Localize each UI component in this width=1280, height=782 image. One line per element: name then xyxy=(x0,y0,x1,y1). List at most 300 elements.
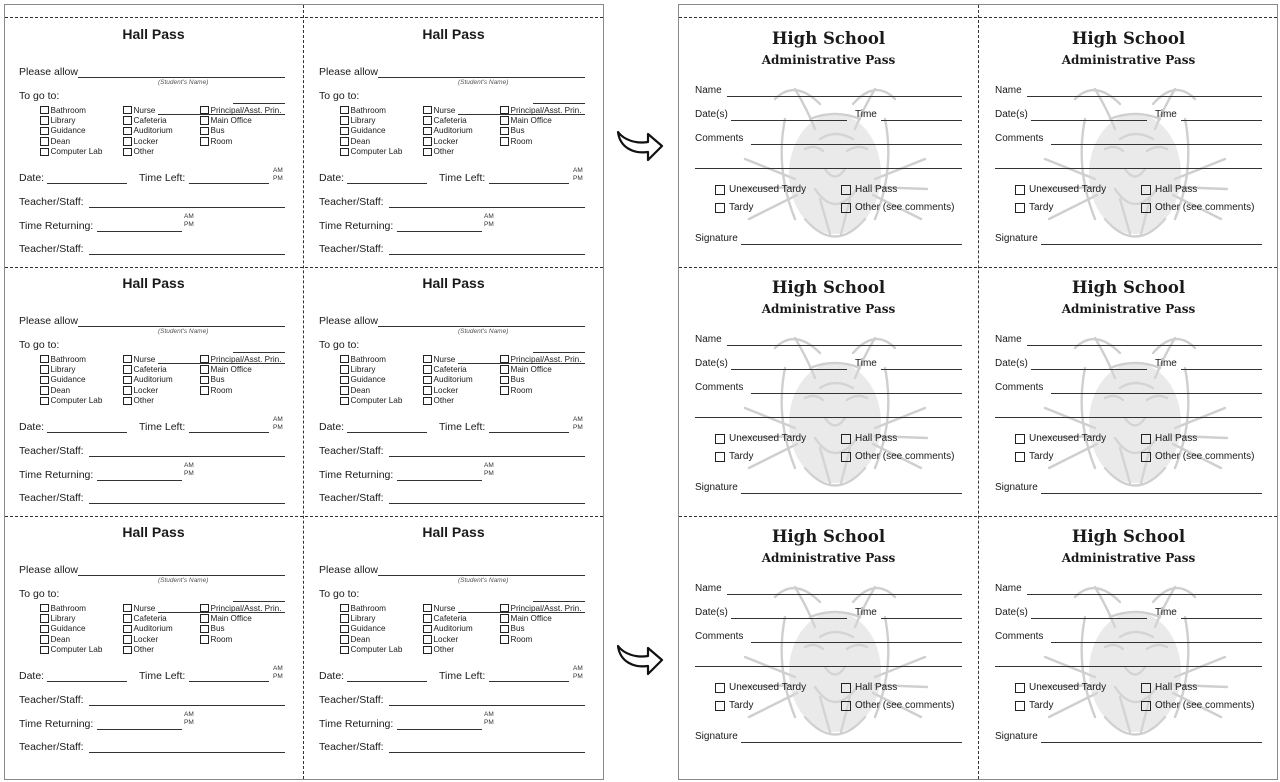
destination-option[interactable]: Bus xyxy=(500,375,581,385)
checkbox[interactable] xyxy=(123,365,132,374)
destination-option[interactable]: Nurse xyxy=(123,603,173,613)
other-option[interactable]: Other (see comments) xyxy=(841,202,954,213)
destination-option[interactable]: Principal/Asst. Prin. xyxy=(500,603,581,613)
time-field[interactable] xyxy=(881,618,962,619)
checkbox[interactable] xyxy=(40,646,49,655)
destination-option[interactable]: Cafeteria xyxy=(123,115,173,125)
checkbox[interactable] xyxy=(123,604,132,613)
destination-option[interactable]: Auditorium xyxy=(423,126,473,136)
destination-option[interactable]: Room xyxy=(500,385,581,395)
dates-label: Date(s) xyxy=(995,109,1028,120)
checkbox[interactable] xyxy=(40,137,49,146)
checkbox[interactable] xyxy=(123,137,132,146)
other-option[interactable]: Other (see comments) xyxy=(1141,700,1254,711)
destination-option[interactable]: Nurse xyxy=(423,105,473,115)
destination-option[interactable]: Cafeteria xyxy=(123,364,173,374)
comments-field-line[interactable] xyxy=(995,417,1262,418)
destination-option[interactable]: Cafeteria xyxy=(423,364,473,374)
checkbox[interactable] xyxy=(841,683,851,693)
destination-option[interactable]: Computer Lab xyxy=(40,645,102,655)
teacher-staff-field[interactable] xyxy=(89,456,285,457)
destination-option[interactable]: Other xyxy=(423,396,473,406)
destination-option[interactable]: Other xyxy=(423,645,473,655)
signature-field[interactable] xyxy=(741,742,962,743)
teacher-staff-field[interactable] xyxy=(389,752,585,753)
destination-option[interactable]: Room xyxy=(500,634,581,644)
checkbox[interactable] xyxy=(40,148,49,157)
destination-option[interactable]: Nurse xyxy=(423,603,473,613)
destination-option[interactable]: Bathroom xyxy=(40,603,102,613)
checkbox[interactable] xyxy=(200,106,209,115)
checkbox[interactable] xyxy=(200,137,209,146)
hall-pass-option[interactable]: Hall Pass xyxy=(841,433,897,444)
destination-option[interactable]: Bathroom xyxy=(40,354,102,364)
to-go-to-label: To go to: xyxy=(19,90,60,102)
name-field[interactable] xyxy=(727,96,962,97)
destination-option[interactable]: Library xyxy=(40,613,102,623)
student-name-field[interactable] xyxy=(378,575,585,576)
name-field[interactable] xyxy=(1027,96,1262,97)
time-left-label: Time Left: xyxy=(439,670,486,682)
checkbox[interactable] xyxy=(123,386,132,395)
destination-option[interactable]: Guidance xyxy=(340,126,402,136)
comments-field-line[interactable] xyxy=(695,168,962,169)
checkbox[interactable] xyxy=(340,397,349,406)
date-field[interactable] xyxy=(347,681,427,682)
comments-field-line[interactable] xyxy=(695,666,962,667)
name-field[interactable] xyxy=(1027,345,1262,346)
checkbox[interactable] xyxy=(40,604,49,613)
checkbox[interactable] xyxy=(200,625,209,634)
destination-option[interactable]: Dean xyxy=(40,385,102,395)
teacher-staff-label: Teacher/Staff: xyxy=(319,445,384,457)
other-option[interactable]: Other (see comments) xyxy=(1141,202,1254,213)
destination-option[interactable]: Bathroom xyxy=(340,603,402,613)
unexcused-tardy-option[interactable]: Unexcused Tardy xyxy=(715,184,806,195)
destination-option[interactable]: Library xyxy=(340,364,402,374)
destination-option[interactable]: Principal/Asst. Prin. xyxy=(200,603,281,613)
checkbox[interactable] xyxy=(500,625,509,634)
other-option[interactable]: Other (see comments) xyxy=(1141,451,1254,462)
comments-field[interactable] xyxy=(1051,642,1262,643)
checkbox[interactable] xyxy=(1015,185,1025,195)
destination-option[interactable]: Other xyxy=(123,396,173,406)
destination-option[interactable]: Bathroom xyxy=(340,354,402,364)
checkbox[interactable] xyxy=(340,646,349,655)
checkbox[interactable] xyxy=(423,397,432,406)
time-returning-field[interactable] xyxy=(397,729,482,730)
checkbox[interactable] xyxy=(40,614,49,623)
checkbox[interactable] xyxy=(500,355,509,364)
comments-field-line[interactable] xyxy=(995,666,1262,667)
checkbox[interactable] xyxy=(123,376,132,385)
checkbox[interactable] xyxy=(1015,683,1025,693)
time-left-field[interactable] xyxy=(489,681,569,682)
name-field[interactable] xyxy=(727,594,962,595)
time-left-field[interactable] xyxy=(489,183,569,184)
checkbox[interactable] xyxy=(123,148,132,157)
destination-option[interactable]: Library xyxy=(40,115,102,125)
destination-option[interactable]: Computer Lab xyxy=(40,396,102,406)
destination-option[interactable]: Guidance xyxy=(40,624,102,634)
destination-option[interactable]: Bathroom xyxy=(40,105,102,115)
checkbox[interactable] xyxy=(200,386,209,395)
teacher-staff-field[interactable] xyxy=(89,752,285,753)
checkbox[interactable] xyxy=(340,376,349,385)
checkbox[interactable] xyxy=(841,701,851,711)
checkbox[interactable] xyxy=(423,116,432,125)
unexcused-tardy-option[interactable]: Unexcused Tardy xyxy=(715,433,806,444)
dates-label: Date(s) xyxy=(695,109,728,120)
tardy-option[interactable]: Tardy xyxy=(1015,202,1053,213)
checkbox[interactable] xyxy=(123,116,132,125)
checkbox[interactable] xyxy=(123,355,132,364)
checkbox[interactable] xyxy=(841,452,851,462)
destination-option[interactable]: Library xyxy=(40,364,102,374)
destination-option[interactable]: Guidance xyxy=(340,375,402,385)
am-pm-indicator: AM PM xyxy=(273,665,283,680)
checkbox[interactable] xyxy=(1015,434,1025,444)
checkbox[interactable] xyxy=(500,386,509,395)
signature-field[interactable] xyxy=(741,493,962,494)
checkbox[interactable] xyxy=(1141,683,1151,693)
comments-field[interactable] xyxy=(751,393,962,394)
destination-option[interactable]: Nurse xyxy=(423,354,473,364)
destination-option[interactable]: Principal/Asst. Prin. xyxy=(500,105,581,115)
comments-field-line[interactable] xyxy=(995,168,1262,169)
checkbox[interactable] xyxy=(340,386,349,395)
dates-field[interactable] xyxy=(731,120,847,121)
checkbox[interactable] xyxy=(715,434,725,444)
checkbox[interactable] xyxy=(500,365,509,374)
checkbox[interactable] xyxy=(123,635,132,644)
hall-pass-option[interactable]: Hall Pass xyxy=(841,682,897,693)
destination-option[interactable]: Cafeteria xyxy=(423,115,473,125)
destination-option[interactable]: Computer Lab xyxy=(340,645,402,655)
checkbox[interactable] xyxy=(715,683,725,693)
checkbox[interactable] xyxy=(40,127,49,136)
destination-option[interactable]: Dean xyxy=(340,634,402,644)
checkbox[interactable] xyxy=(200,127,209,136)
room-number-field[interactable] xyxy=(233,601,285,602)
teacher-staff-field[interactable] xyxy=(389,456,585,457)
destination-option[interactable]: Cafeteria xyxy=(123,613,173,623)
destination-option[interactable]: Guidance xyxy=(40,126,102,136)
comments-field-line[interactable] xyxy=(695,417,962,418)
destination-option[interactable]: Principal/Asst. Prin. xyxy=(500,354,581,364)
unexcused-tardy-option[interactable]: Unexcused Tardy xyxy=(1015,184,1106,195)
checkbox[interactable] xyxy=(423,137,432,146)
destination-option[interactable]: Principal/Asst. Prin. xyxy=(200,105,281,115)
checkbox[interactable] xyxy=(500,127,509,136)
checkbox[interactable] xyxy=(423,106,432,115)
checkbox[interactable] xyxy=(500,106,509,115)
destination-option[interactable]: Locker xyxy=(123,385,173,395)
hall-pass-option[interactable]: Hall Pass xyxy=(841,184,897,195)
destination-option[interactable]: Guidance xyxy=(40,375,102,385)
destination-option[interactable]: Other xyxy=(123,645,173,655)
date-field[interactable] xyxy=(347,432,427,433)
destination-option[interactable]: Library xyxy=(340,115,402,125)
date-field[interactable] xyxy=(47,681,127,682)
destination-option[interactable]: Other xyxy=(423,147,473,157)
destination-option[interactable]: Locker xyxy=(123,136,173,146)
hall-pass-option[interactable]: Hall Pass xyxy=(1141,682,1197,693)
destination-option[interactable]: Computer Lab xyxy=(40,147,102,157)
tardy-option[interactable]: Tardy xyxy=(1015,451,1053,462)
hall-pass-option[interactable]: Hall Pass xyxy=(1141,184,1197,195)
teacher-staff-field[interactable] xyxy=(389,207,585,208)
name-field[interactable] xyxy=(727,345,962,346)
teacher-staff-field[interactable] xyxy=(89,705,285,706)
checkbox[interactable] xyxy=(200,365,209,374)
checkbox[interactable] xyxy=(841,434,851,444)
checkbox[interactable] xyxy=(40,397,49,406)
time-left-field[interactable] xyxy=(489,432,569,433)
time-returning-field[interactable] xyxy=(97,729,182,730)
checkbox[interactable] xyxy=(423,127,432,136)
checkbox[interactable] xyxy=(1141,452,1151,462)
checkbox[interactable] xyxy=(423,625,432,634)
checkbox[interactable] xyxy=(40,635,49,644)
signature-field[interactable] xyxy=(1041,493,1262,494)
checkbox[interactable] xyxy=(340,106,349,115)
checkbox[interactable] xyxy=(340,635,349,644)
checkbox[interactable] xyxy=(340,604,349,613)
comments-field[interactable] xyxy=(1051,144,1262,145)
checkbox[interactable] xyxy=(340,116,349,125)
destination-option[interactable]: Bus xyxy=(200,624,281,634)
checkbox[interactable] xyxy=(200,355,209,364)
dates-field[interactable] xyxy=(731,618,847,619)
time-returning-field[interactable] xyxy=(397,480,482,481)
destination-option[interactable]: Main Office xyxy=(200,364,281,374)
wildcat-watermark-icon xyxy=(1035,557,1235,757)
destination-option[interactable]: Bus xyxy=(500,624,581,634)
teacher-staff-field[interactable] xyxy=(389,705,585,706)
destination-option[interactable]: Room xyxy=(200,136,281,146)
time-returning-field[interactable] xyxy=(397,231,482,232)
destination-option[interactable]: Bus xyxy=(200,126,281,136)
checkbox[interactable] xyxy=(40,106,49,115)
checkbox[interactable] xyxy=(340,365,349,374)
comments-field[interactable] xyxy=(751,642,962,643)
checkbox[interactable] xyxy=(1141,203,1151,213)
checkbox[interactable] xyxy=(40,355,49,364)
time-left-field[interactable] xyxy=(189,432,269,433)
student-name-field[interactable] xyxy=(78,77,285,78)
checkbox[interactable] xyxy=(123,614,132,623)
destination-option[interactable]: Main Office xyxy=(500,115,581,125)
checkbox[interactable] xyxy=(123,397,132,406)
checkbox[interactable] xyxy=(200,116,209,125)
checkbox[interactable] xyxy=(500,137,509,146)
room-number-field[interactable] xyxy=(533,601,585,602)
room-number-field[interactable] xyxy=(533,352,585,353)
destination-option[interactable]: Dean xyxy=(40,634,102,644)
student-name-field[interactable] xyxy=(78,326,285,327)
checkbox[interactable] xyxy=(40,116,49,125)
destination-column xyxy=(123,603,173,655)
destination-option[interactable]: Bus xyxy=(500,126,581,136)
destination-option[interactable]: Bathroom xyxy=(340,105,402,115)
checkbox[interactable] xyxy=(841,185,851,195)
destination-option[interactable]: Room xyxy=(500,136,581,146)
time-field[interactable] xyxy=(881,369,962,370)
checkbox[interactable] xyxy=(340,625,349,634)
checkbox[interactable] xyxy=(40,365,49,374)
destination-option[interactable]: Main Office xyxy=(500,613,581,623)
checkbox[interactable] xyxy=(500,376,509,385)
checkbox[interactable] xyxy=(123,106,132,115)
room-number-field[interactable] xyxy=(533,103,585,104)
destination-option[interactable]: Locker xyxy=(423,136,473,146)
checkbox[interactable] xyxy=(423,148,432,157)
checkbox[interactable] xyxy=(423,646,432,655)
date-field[interactable] xyxy=(347,183,427,184)
checkbox[interactable] xyxy=(500,116,509,125)
room-number-field[interactable] xyxy=(233,352,285,353)
destination-option[interactable]: Locker xyxy=(123,634,173,644)
checkbox[interactable] xyxy=(123,625,132,634)
checkbox[interactable] xyxy=(500,604,509,613)
destination-option[interactable]: Dean xyxy=(340,136,402,146)
tardy-option[interactable]: Tardy xyxy=(1015,700,1053,711)
student-name-field[interactable] xyxy=(378,326,585,327)
checkbox[interactable] xyxy=(340,355,349,364)
date-field[interactable] xyxy=(47,183,127,184)
room-number-field[interactable] xyxy=(233,103,285,104)
destination-option[interactable]: Dean xyxy=(40,136,102,146)
checkbox[interactable] xyxy=(1141,185,1151,195)
checkbox[interactable] xyxy=(500,614,509,623)
destination-option[interactable]: Auditorium xyxy=(123,375,173,385)
destination-option[interactable]: Main Office xyxy=(200,613,281,623)
checkbox[interactable] xyxy=(340,148,349,157)
dates-field[interactable] xyxy=(1031,618,1147,619)
time-returning-field[interactable] xyxy=(97,231,182,232)
checkbox[interactable] xyxy=(1141,701,1151,711)
destination-option[interactable]: Cafeteria xyxy=(423,613,473,623)
checkbox[interactable] xyxy=(40,386,49,395)
destination-option[interactable]: Locker xyxy=(423,385,473,395)
destination-option[interactable]: Nurse xyxy=(123,105,173,115)
destination-option[interactable]: Dean xyxy=(340,385,402,395)
destination-option[interactable]: Guidance xyxy=(340,624,402,634)
time-field[interactable] xyxy=(881,120,962,121)
checkbox[interactable] xyxy=(715,203,725,213)
checkbox[interactable] xyxy=(1015,701,1025,711)
signature-field[interactable] xyxy=(1041,244,1262,245)
hall-pass-option[interactable]: Hall Pass xyxy=(1141,433,1197,444)
time-field[interactable] xyxy=(1181,369,1262,370)
time-field[interactable] xyxy=(1181,120,1262,121)
checkbox[interactable] xyxy=(500,635,509,644)
destination-option[interactable]: Principal/Asst. Prin. xyxy=(200,354,281,364)
checkbox[interactable] xyxy=(423,604,432,613)
checkbox[interactable] xyxy=(1015,203,1025,213)
tardy-option[interactable]: Tardy xyxy=(715,202,753,213)
destination-option[interactable]: Room xyxy=(200,634,281,644)
destination-option[interactable]: Nurse xyxy=(123,354,173,364)
checkbox[interactable] xyxy=(200,376,209,385)
checkbox[interactable] xyxy=(423,365,432,374)
checkbox[interactable] xyxy=(40,376,49,385)
time-field[interactable] xyxy=(1181,618,1262,619)
checkbox[interactable] xyxy=(123,127,132,136)
checkbox[interactable] xyxy=(1015,452,1025,462)
checkbox[interactable] xyxy=(423,355,432,364)
destination-option[interactable]: Auditorium xyxy=(423,375,473,385)
checkbox[interactable] xyxy=(40,625,49,634)
time-left-field[interactable] xyxy=(189,183,269,184)
dates-field[interactable] xyxy=(1031,120,1147,121)
time-left-field[interactable] xyxy=(189,681,269,682)
checkbox[interactable] xyxy=(1141,434,1151,444)
checkbox[interactable] xyxy=(423,376,432,385)
other-option[interactable]: Other (see comments) xyxy=(841,700,954,711)
student-name-field[interactable] xyxy=(78,575,285,576)
checkbox[interactable] xyxy=(123,646,132,655)
destination-option[interactable]: Main Office xyxy=(500,364,581,374)
checkbox[interactable] xyxy=(200,635,209,644)
destination-option[interactable]: Bus xyxy=(200,375,281,385)
checkbox[interactable] xyxy=(841,203,851,213)
destination-option[interactable]: Auditorium xyxy=(423,624,473,634)
tardy-option[interactable]: Tardy xyxy=(715,451,753,462)
destination-option[interactable]: Other xyxy=(123,147,173,157)
tardy-option[interactable]: Tardy xyxy=(715,700,753,711)
checkbox[interactable] xyxy=(423,614,432,623)
admin-pass-card xyxy=(679,515,978,764)
destination-option[interactable]: Library xyxy=(340,613,402,623)
other-option[interactable]: Other (see comments) xyxy=(841,451,954,462)
checkbox[interactable] xyxy=(715,452,725,462)
checkbox[interactable] xyxy=(715,185,725,195)
destination-option[interactable]: Room xyxy=(200,385,281,395)
unexcused-tardy-option[interactable]: Unexcused Tardy xyxy=(1015,433,1106,444)
wildcat-watermark-icon xyxy=(1035,308,1235,508)
checkbox[interactable] xyxy=(340,137,349,146)
dates-field[interactable] xyxy=(731,369,847,370)
comments-field[interactable] xyxy=(1051,393,1262,394)
unexcused-tardy-option[interactable]: Unexcused Tardy xyxy=(715,682,806,693)
destination-option[interactable]: Auditorium xyxy=(123,126,173,136)
checkbox[interactable] xyxy=(423,386,432,395)
name-field[interactable] xyxy=(1027,594,1262,595)
student-name-field[interactable] xyxy=(378,77,585,78)
date-field[interactable] xyxy=(47,432,127,433)
signature-field[interactable] xyxy=(741,244,962,245)
checkbox[interactable] xyxy=(340,127,349,136)
destination-option[interactable]: Computer Lab xyxy=(340,396,402,406)
dates-field[interactable] xyxy=(1031,369,1147,370)
checkbox[interactable] xyxy=(200,614,209,623)
destination-option[interactable]: Auditorium xyxy=(123,624,173,634)
time-returning-field[interactable] xyxy=(97,480,182,481)
teacher-staff-field[interactable] xyxy=(89,207,285,208)
destination-option[interactable]: Locker xyxy=(423,634,473,644)
checkbox[interactable] xyxy=(423,635,432,644)
checkbox[interactable] xyxy=(200,604,209,613)
comments-field[interactable] xyxy=(751,144,962,145)
checkbox[interactable] xyxy=(340,614,349,623)
checkbox[interactable] xyxy=(715,701,725,711)
destination-option[interactable]: Computer Lab xyxy=(340,147,402,157)
destination-option[interactable]: Main Office xyxy=(200,115,281,125)
unexcused-tardy-option[interactable]: Unexcused Tardy xyxy=(1015,682,1106,693)
signature-field[interactable] xyxy=(1041,742,1262,743)
